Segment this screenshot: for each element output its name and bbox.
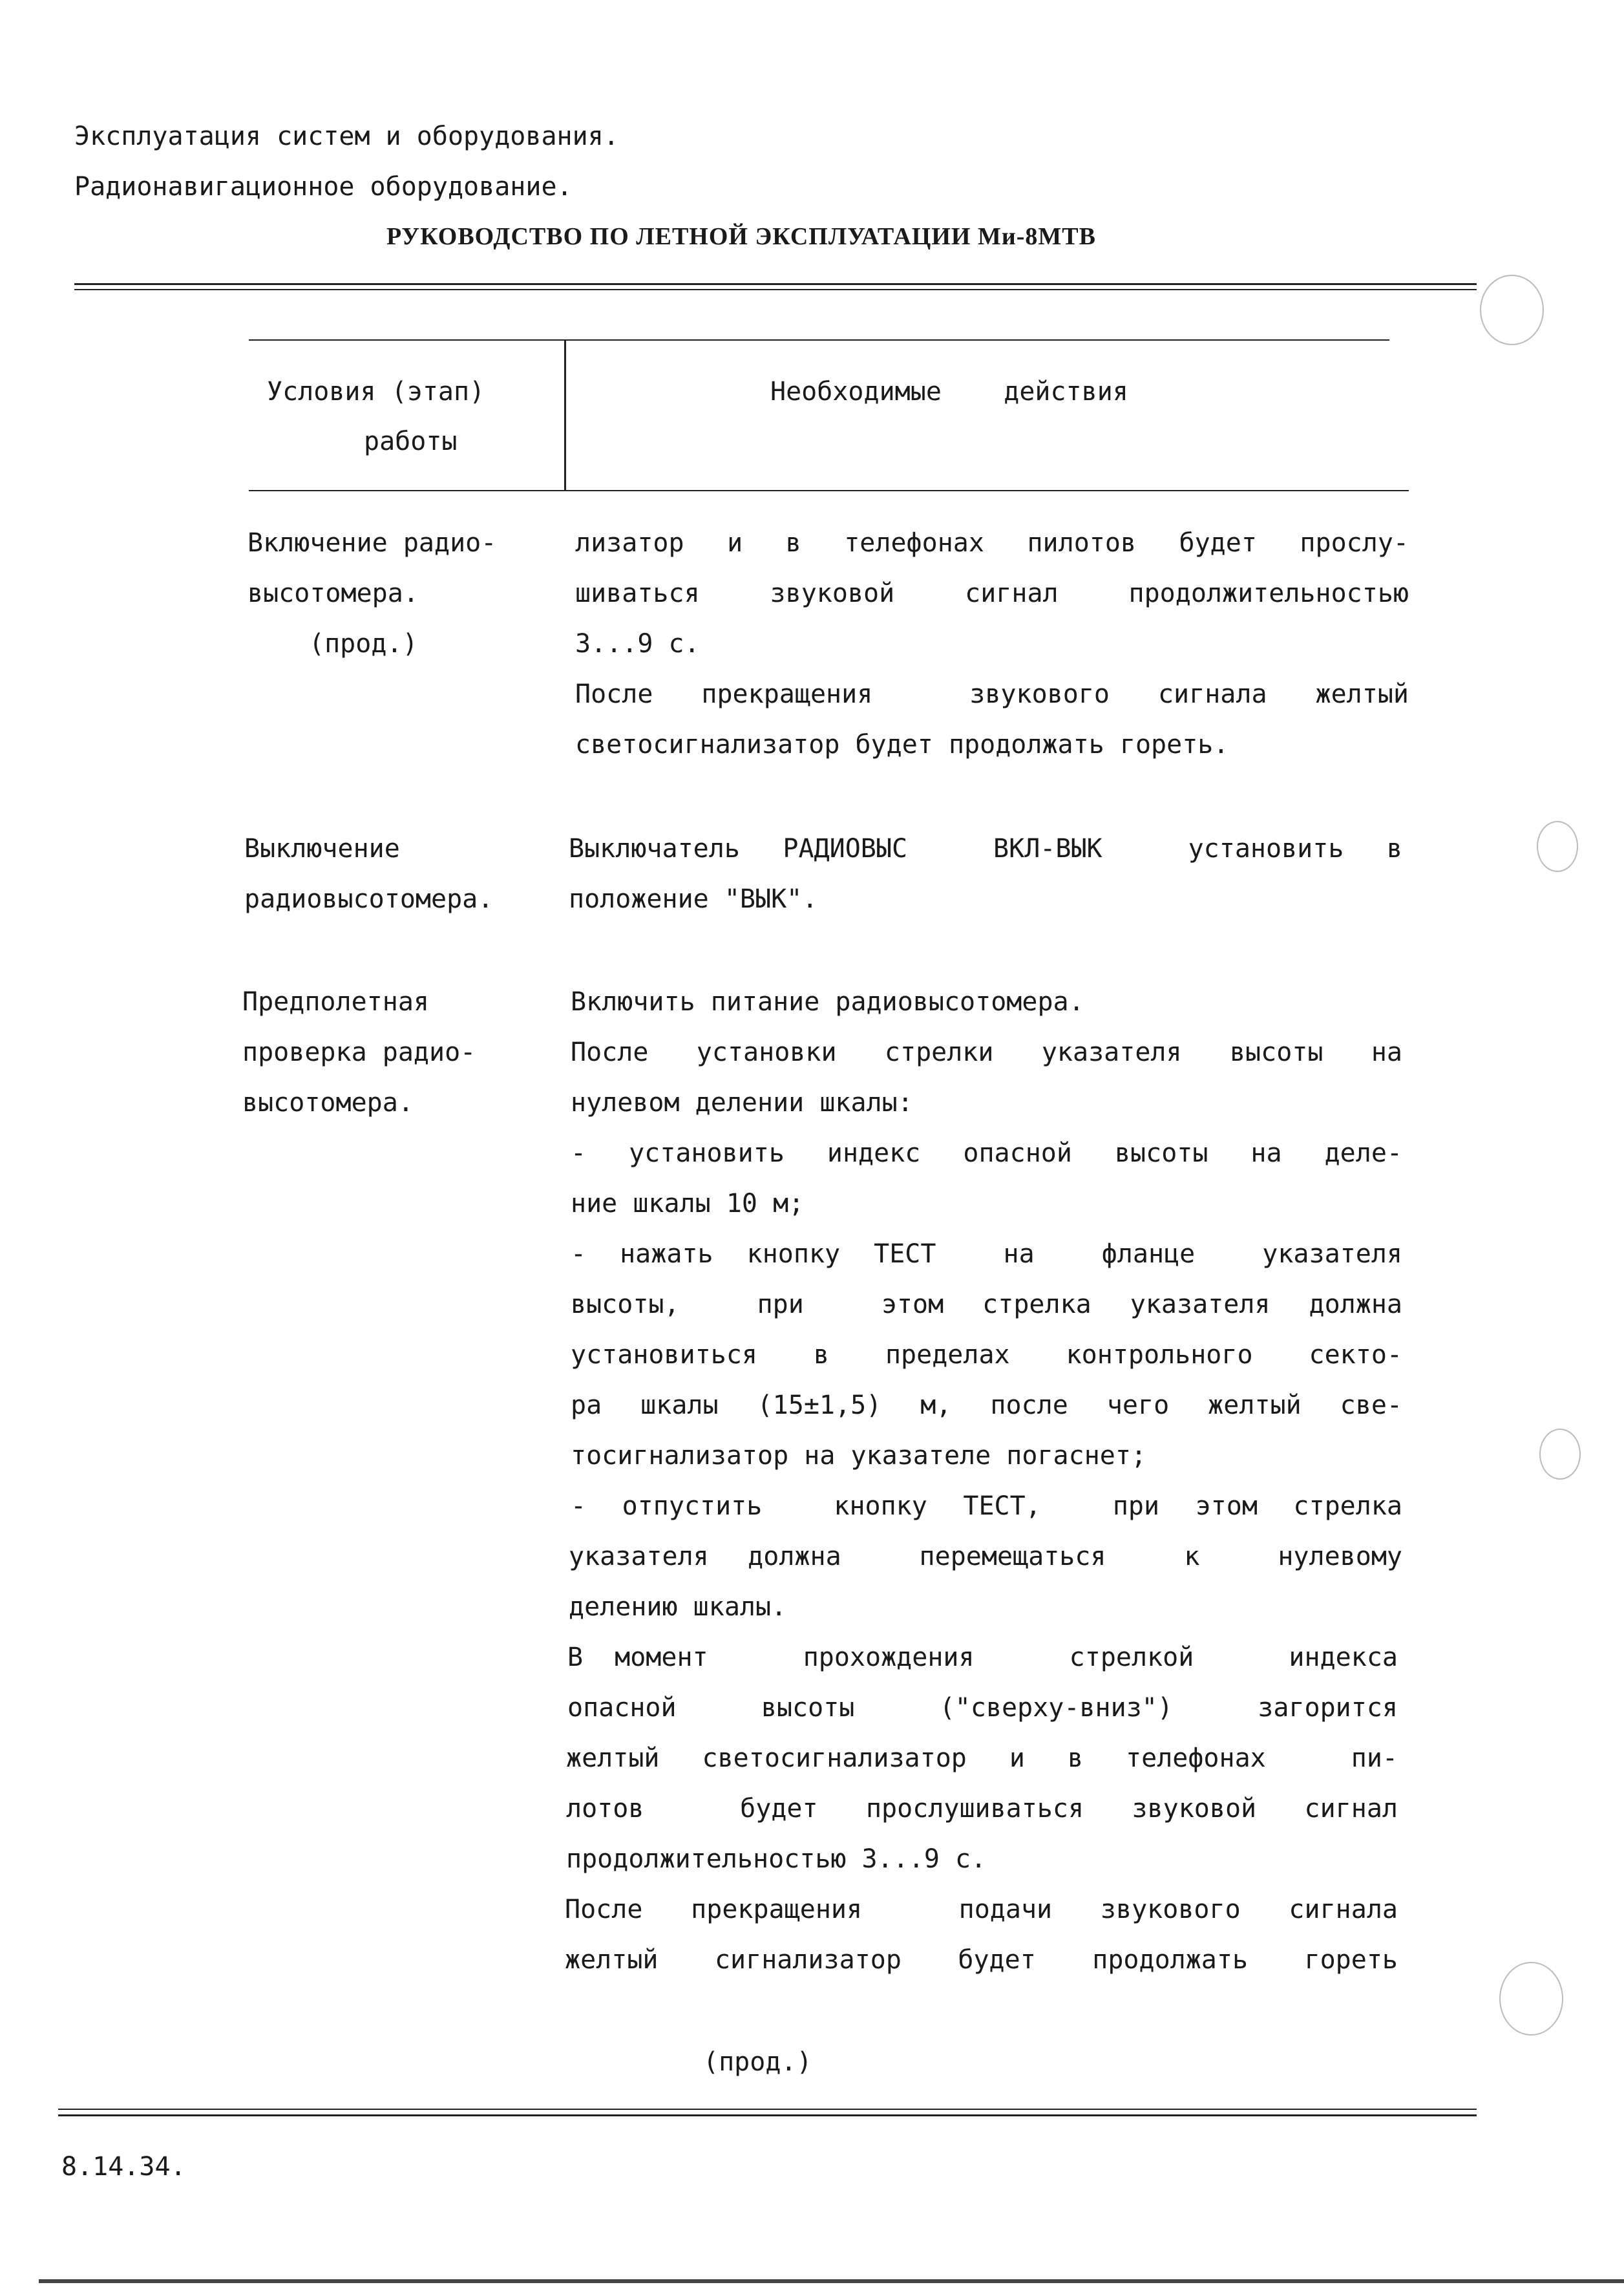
- table-header-divider: [564, 339, 566, 491]
- action-text: продолжительностью 3...9 с.: [566, 1844, 987, 1874]
- punch-hole-mark: [1539, 1429, 1581, 1480]
- action-text: В момент прохождения стрелкой индекса: [567, 1643, 1398, 1672]
- action-text: Включить питание радиовысотомера.: [571, 987, 1084, 1017]
- condition-text: радиовысотомера.: [244, 884, 494, 914]
- table-header-bottom-rule: [249, 490, 1409, 491]
- table-header-top-rule: [249, 339, 1389, 341]
- punch-hole-mark: [1480, 275, 1544, 345]
- condition-text: высотомера.: [242, 1088, 414, 1118]
- condition-text: Включение радио-: [248, 528, 497, 558]
- footer-rule-bottom: [58, 2114, 1477, 2116]
- column-header-conditions-cont: работы: [364, 427, 458, 456]
- condition-text: Выключение: [244, 834, 400, 864]
- action-text: - нажать кнопку ТЕСТ на фланце указателя: [571, 1239, 1402, 1269]
- page-number: 8.14.34.: [61, 2152, 186, 2182]
- column-header-actions: Необходимые действия: [770, 377, 1128, 407]
- action-text: После прекращения звукового сигнала желтый: [575, 679, 1409, 709]
- action-text: светосигнализатор будет продолжать гореть.: [575, 730, 1229, 760]
- action-text: установиться в пределах контрольного секто-: [571, 1340, 1402, 1370]
- header-rule-bottom: [74, 289, 1477, 290]
- action-text: - установить индекс опасной высоты на деле-: [571, 1138, 1402, 1168]
- bottom-scan-edge: [39, 2279, 1624, 2283]
- section-title: Эксплуатация систем и оборудования.: [74, 122, 619, 151]
- action-text: Выключатель РАДИОВЫС ВКЛ-ВЫК установить в: [569, 834, 1402, 864]
- action-text: нулевом делении шкалы:: [571, 1088, 913, 1118]
- action-text: положение "ВЫК".: [569, 884, 818, 914]
- action-text: После прекращения подачи звукового сигнала: [565, 1895, 1398, 1924]
- action-text: - отпустить кнопку ТЕСТ, при этом стрелка: [571, 1491, 1402, 1521]
- action-text: ние шкалы 10 м;: [571, 1189, 805, 1218]
- action-text: лизатор и в телефонах пилотов будет прослу-: [575, 528, 1409, 558]
- action-text: опасной высоты ("сверху-вниз") загорится: [567, 1693, 1398, 1723]
- action-text: лотов будет прослушиваться звуковой сигнал: [566, 1794, 1398, 1824]
- action-text: ра шкалы (15±1,5) м, после чего желтый све-: [571, 1390, 1402, 1420]
- condition-text: высотомера.: [248, 579, 419, 608]
- punch-hole-mark: [1499, 1962, 1563, 2036]
- action-text: желтый сигнализатор будет продолжать гореть: [565, 1945, 1398, 1975]
- action-text: После установки стрелки указателя высоты на: [571, 1037, 1402, 1067]
- action-text: тосигнализатор на указателе погаснет;: [571, 1441, 1147, 1471]
- punch-hole-mark: [1537, 821, 1578, 872]
- action-text: шиваться звуковой сигнал продолжительностью: [575, 579, 1409, 608]
- header-rule-top: [74, 283, 1477, 285]
- action-text: желтый светосигнализатор и в телефонах пи-: [566, 1743, 1398, 1773]
- condition-text: проверка радио-: [242, 1037, 476, 1067]
- subsection-title: Радионавигационное оборудование.: [74, 172, 573, 202]
- action-text: указателя должна перемещаться к нулевому: [569, 1542, 1402, 1571]
- footer-rule-top: [58, 2109, 1477, 2110]
- action-text: 3...9 с.: [575, 629, 700, 659]
- continued-label: (прод.): [703, 2047, 812, 2077]
- document-title: РУКОВОДСТВО ПО ЛЕТНОЙ ЭКСПЛУАТАЦИИ Ми-8МТВ: [386, 223, 1096, 250]
- column-header-conditions: Условия (этап): [267, 377, 485, 407]
- action-text: делению шкалы.: [569, 1592, 787, 1622]
- condition-text: (прод.): [309, 629, 418, 659]
- action-text: высоты, при этом стрелка указателя должна: [571, 1290, 1402, 1319]
- condition-text: Предполетная: [242, 987, 429, 1017]
